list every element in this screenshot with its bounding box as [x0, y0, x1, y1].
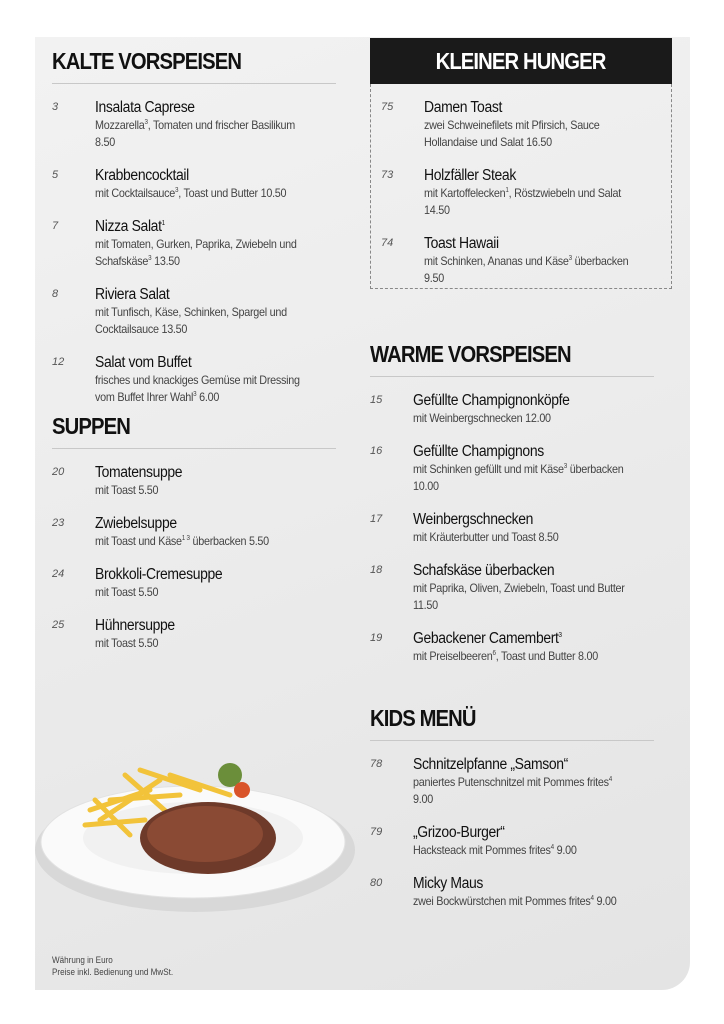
- text: paniertes Putenschnitzel mit Pommes frites: [413, 775, 609, 789]
- text: mit Toast 5.50: [95, 483, 159, 497]
- item-number: 80: [370, 877, 383, 889]
- text: mit Toast und Käse: [95, 534, 182, 548]
- text: mit Toast 5.50: [95, 585, 159, 599]
- menu-item: [381, 234, 671, 287]
- text: 9.00: [553, 843, 577, 857]
- item-body: [95, 98, 336, 151]
- item-body: [413, 874, 654, 910]
- item-number: 78: [370, 758, 383, 770]
- menu-item: [370, 561, 654, 614]
- section-kalte-vorspeisen: [52, 48, 336, 421]
- section-suppen: [52, 413, 336, 667]
- item-list: [370, 755, 654, 910]
- text: Gefüllte Champignonköpfe: [413, 392, 570, 409]
- divider: [370, 376, 654, 377]
- footnote-marker: 4: [550, 844, 554, 851]
- item-description: [424, 185, 646, 219]
- menu-item: [370, 391, 654, 427]
- text: überbacken 10.00: [413, 462, 624, 493]
- text: überbacken 5.50: [189, 534, 269, 548]
- text: Micky Maus: [413, 875, 484, 892]
- item-description: [95, 482, 312, 499]
- item-name: [95, 285, 312, 304]
- item-name: [95, 98, 312, 117]
- item-name: [424, 98, 646, 117]
- item-description: [95, 117, 312, 151]
- footnote-marker: 1: [505, 187, 509, 194]
- section-header-box: [370, 38, 672, 84]
- menu-item: [52, 166, 336, 202]
- footnote-marker: 3: [175, 187, 179, 194]
- steak-highlight: [147, 806, 263, 862]
- item-number: 3: [52, 101, 59, 113]
- item-description: [95, 185, 312, 202]
- steak-plate-photo: [30, 750, 360, 925]
- menu-item: [52, 514, 336, 550]
- menu-item: [370, 874, 654, 910]
- text: mit Kräuterbutter und Toast 8.50: [413, 530, 559, 544]
- text: Weinbergschnecken: [413, 511, 534, 528]
- carrot-garnish: [234, 782, 250, 798]
- item-description: [424, 117, 646, 151]
- item-number: 12: [52, 356, 65, 368]
- text: , Toast und Butter 10.50: [178, 186, 287, 200]
- item-list: [52, 98, 336, 406]
- item-number: 7: [52, 220, 59, 232]
- text: mit Toast 5.50: [95, 636, 159, 650]
- item-name: [95, 565, 312, 584]
- item-number: 8: [52, 288, 59, 300]
- divider: [52, 448, 336, 449]
- item-number: 79: [370, 826, 383, 838]
- text: Nizza Salat: [95, 218, 162, 235]
- footnote-marker: 3: [568, 255, 572, 262]
- item-description: [95, 372, 312, 406]
- footnote-marker: 1 3: [181, 535, 190, 542]
- menu-item: [370, 823, 654, 859]
- item-name: [413, 823, 630, 842]
- menu-item: [52, 285, 336, 338]
- divider: [370, 740, 654, 741]
- text: mit Kartoffelecken: [424, 186, 506, 200]
- text: 6.00: [196, 390, 220, 404]
- item-body: [95, 463, 336, 499]
- item-number: 16: [370, 445, 383, 457]
- item-body: [413, 510, 654, 546]
- text: „Grizoo-Burger“: [413, 824, 505, 841]
- menu-item: [52, 217, 336, 270]
- item-number: 75: [381, 101, 394, 113]
- item-description: [95, 635, 312, 652]
- item-body: [95, 514, 336, 550]
- menu-item: [370, 629, 654, 665]
- item-body: [95, 616, 336, 652]
- menu-item: [52, 98, 336, 151]
- item-number: 25: [52, 619, 65, 631]
- footnote-marker: 3: [558, 631, 562, 639]
- footer-note: [52, 954, 173, 978]
- item-number: 73: [381, 169, 394, 181]
- text: mit Schinken, Ananas und Käse: [424, 254, 569, 268]
- item-body: [413, 391, 654, 427]
- footnote-marker: 4: [608, 776, 612, 783]
- footnote-marker: 3: [563, 463, 568, 470]
- item-name: [424, 166, 646, 185]
- section-title: WARME VORSPEISEN: [370, 341, 571, 367]
- text: Gebackener Camembert: [413, 630, 559, 647]
- text: zwei Schweinefilets mit Pfirsich, Sauce Hollandaise und Salat 16.50: [424, 118, 600, 149]
- item-list: [52, 463, 336, 652]
- text: 9.00: [593, 894, 617, 908]
- text: 9.00: [413, 792, 433, 806]
- text: Schnitzelpfanne „Samson“: [413, 756, 568, 773]
- item-name: [95, 166, 312, 185]
- text: mit Weinbergschnecken 12.00: [413, 411, 551, 425]
- item-description: [413, 774, 630, 808]
- text: Toast Hawaii: [424, 235, 499, 252]
- item-description: [413, 529, 630, 546]
- item-body: [95, 217, 336, 270]
- divider: [52, 83, 336, 84]
- item-description: [424, 253, 646, 287]
- item-body: [95, 166, 336, 202]
- item-description: [413, 580, 630, 614]
- item-number: 74: [381, 237, 394, 249]
- item-name: [413, 442, 630, 461]
- item-number: 5: [52, 169, 59, 181]
- menu-item: [52, 463, 336, 499]
- item-description: [413, 893, 630, 910]
- text: , Toast und Butter 8.00: [495, 649, 598, 663]
- footnote-marker: 1: [161, 219, 165, 227]
- text: Insalata Caprese: [95, 99, 195, 116]
- section-title: KLEINER HUNGER: [436, 47, 606, 74]
- item-description: [95, 236, 312, 270]
- footnote-marker: 3: [148, 255, 152, 262]
- item-name: [413, 874, 630, 893]
- item-number: 18: [370, 564, 383, 576]
- text: frisches und knackiges Gemüse mit Dressing vom Buffet Ihrer Wahl: [95, 373, 300, 404]
- item-body: [95, 353, 336, 406]
- menu-item: [52, 616, 336, 652]
- text: Hühnersuppe: [95, 617, 175, 634]
- item-name: [95, 616, 312, 635]
- section-kids-menu: [370, 705, 654, 925]
- text: mit Preiselbeeren: [413, 649, 493, 663]
- text: Gefüllte Champignons: [413, 443, 544, 460]
- menu-item: [52, 565, 336, 601]
- text: Zwiebelsuppe: [95, 515, 177, 532]
- menu-item: [381, 166, 671, 219]
- item-name: [95, 514, 312, 533]
- item-number: 17: [370, 513, 383, 525]
- price-note: Preise inkl. Bedienung und MwSt.: [52, 967, 174, 977]
- text: zwei Bockwürstchen mit Pommes frites: [413, 894, 591, 908]
- text: , Röstzwiebeln und Salat 14.50: [424, 186, 622, 217]
- item-body: [413, 755, 654, 808]
- text: Holzfäller Steak: [424, 167, 516, 184]
- menu-item: [381, 98, 671, 151]
- item-number: 23: [52, 517, 65, 529]
- text: Krabbencocktail: [95, 167, 189, 184]
- item-list: [381, 98, 671, 287]
- text: 13.50: [151, 254, 180, 268]
- footnote-marker: 6: [492, 650, 496, 657]
- text: Schafskäse überbacken: [413, 562, 555, 579]
- text: überbacken 9.50: [424, 254, 629, 285]
- item-name: [413, 510, 630, 529]
- text: Riviera Salat: [95, 286, 170, 303]
- section-kleiner-hunger: [370, 38, 672, 289]
- item-name: [95, 353, 312, 372]
- item-body: [413, 561, 654, 614]
- item-number: 20: [52, 466, 65, 478]
- item-body: [424, 98, 671, 151]
- item-number: 15: [370, 394, 383, 406]
- item-body: [95, 285, 336, 338]
- currency-note: Währung in Euro: [52, 955, 113, 965]
- section-title: KALTE VORSPEISEN: [52, 48, 242, 74]
- item-name: [95, 217, 312, 236]
- item-body: [413, 629, 654, 665]
- text: mit Tunfisch, Käse, Schinken, Spargel und Cocktailsauce 13.50: [95, 305, 287, 336]
- text: Brokkoli-Cremesuppe: [95, 566, 223, 583]
- text: mit Schinken gefüllt und mit Käse: [413, 462, 564, 476]
- text: mit Paprika, Oliven, Zwiebeln, Toast und Butter 11.50: [413, 581, 625, 612]
- item-description: [413, 648, 630, 665]
- item-name: [413, 629, 630, 648]
- text: mit Cocktailsauce: [95, 186, 176, 200]
- menu-item: [52, 353, 336, 406]
- footnote-marker: 3: [193, 391, 197, 398]
- text: Mozzarella: [95, 118, 145, 132]
- item-description: [413, 410, 630, 427]
- dashed-box: [370, 84, 672, 289]
- text: mit Tomaten, Gurken, Paprika, Zwiebeln und Schafskäse: [95, 237, 297, 268]
- item-list: [370, 391, 654, 665]
- item-body: [413, 823, 654, 859]
- item-body: [424, 234, 671, 287]
- section-title: KIDS MENÜ: [370, 705, 476, 731]
- item-body: [95, 565, 336, 601]
- item-name: [413, 755, 630, 774]
- footnote-marker: 3: [144, 119, 148, 126]
- text: Tomatensuppe: [95, 464, 183, 481]
- text: Salat vom Buffet: [95, 354, 192, 371]
- item-description: [413, 461, 630, 495]
- text: Hacksteack mit Pommes frites: [413, 843, 551, 857]
- section-warme-vorspeisen: [370, 341, 654, 680]
- text: Damen Toast: [424, 99, 502, 116]
- item-description: [95, 584, 312, 601]
- menu-item: [370, 510, 654, 546]
- footnote-marker: 4: [590, 895, 594, 902]
- item-number: 24: [52, 568, 65, 580]
- menu-item: [370, 755, 654, 808]
- item-name: [413, 391, 630, 410]
- section-title: SUPPEN: [52, 413, 130, 439]
- item-name: [424, 234, 646, 253]
- menu-item: [370, 442, 654, 495]
- item-description: [95, 304, 312, 338]
- text: , Tomaten und frischer Basilikum 8.50: [95, 118, 295, 149]
- item-description: [413, 842, 630, 859]
- item-description: [95, 533, 312, 550]
- item-name: [95, 463, 312, 482]
- item-body: [424, 166, 671, 219]
- item-name: [413, 561, 630, 580]
- item-body: [413, 442, 654, 495]
- item-number: 19: [370, 632, 383, 644]
